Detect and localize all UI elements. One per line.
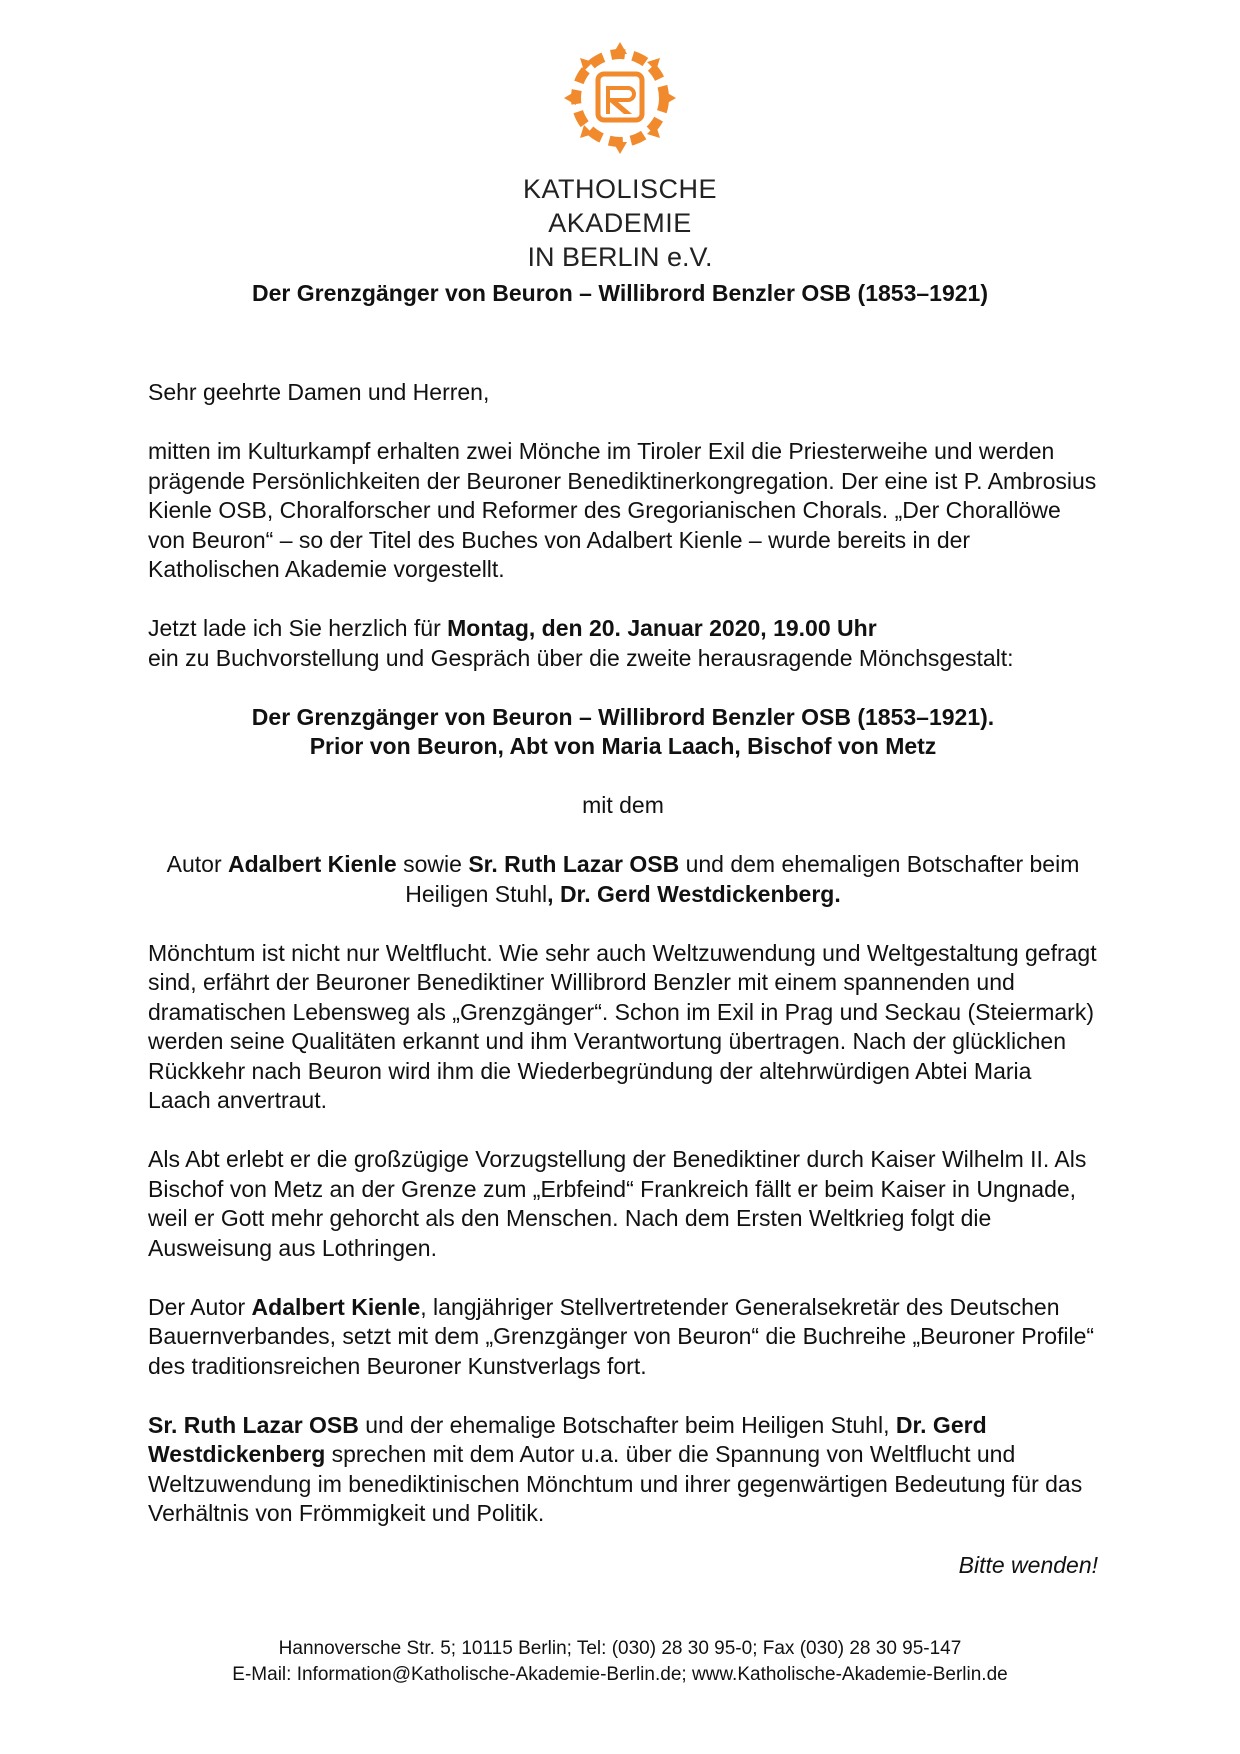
turn-over-note: Bitte wenden!	[958, 1551, 1098, 1578]
p5-post: sprechen mit dem Autor u.a. über die Spannung von Weltflucht und Weltzuwendung im benediktinischen Mönchtum und ihrer gegenwärtigen Bedeutung für das Verhältnis von Frömmigkeit und Politik.	[148, 1441, 1083, 1526]
letter-body	[148, 378, 1098, 1610]
logo-emblem-icon	[560, 38, 680, 158]
p5-sister: Sr. Ruth Lazar OSB	[148, 1411, 359, 1438]
salutation: Sehr geehrte Damen und Herren,	[148, 379, 490, 405]
book-title	[148, 703, 1098, 762]
org-name: KATHOLISCHE AKADEMIE	[522, 174, 718, 238]
event-date: Montag, den 20. Januar 2020, 19.00 Uhr	[447, 615, 877, 641]
invitation-pre: Jetzt lade ich Sie herzlich für	[148, 615, 448, 641]
p4-pre: Der Autor	[148, 1293, 252, 1320]
p4-author: Adalbert Kienle	[251, 1293, 421, 1320]
org-subname: IN BERLIN e.V.	[527, 242, 713, 272]
guests	[148, 850, 1098, 909]
with-label: mit dem	[582, 792, 664, 818]
guest-sister: Sr. Ruth Lazar OSB	[468, 851, 680, 877]
academy-logo	[470, 38, 770, 274]
p5-ambassador: Dr. Gerd Westdickenberg	[148, 1411, 987, 1467]
guests-mid1: sowie	[396, 851, 469, 877]
book-title-line1: Der Grenzgänger von Beuron – Willibrord Benzler OSB (1853–1921).	[251, 703, 995, 730]
paragraph-3: Als Abt erlebt er die großzügige Vorzugstellung der Benediktiner durch Kaiser Wilhelm II. Als Bischof von Metz an der Grenze zum „Erbfeind“ Frankreich fällt er beim Kaiser in Ungnade, weil er Gott mehr gehorcht als den Menschen. Nach dem Ersten Weltkrieg folgt die Ausweisung aus Lothringen.	[148, 1146, 1087, 1261]
guest-author: Adalbert Kienle	[228, 851, 397, 877]
footer	[0, 1636, 1240, 1688]
paragraph-2: Mönchtum ist nicht nur Weltflucht. Wie sehr auch Weltzuwendung und Weltgestaltung gefragt sind, erfährt der Beuroner Benediktiner Willibrord Benzler mit einem spannenden und dramatischen Lebensweg als „Grenzgänger“. Schon im Exil in Prag und Seckau (Steiermark) werden seine Qualitäten erkannt und ihm Verantwortung übertragen. Nach der glücklichen Rückkehr nach Beuron wird ihm die Wiederbegründung der altehrwürdigen Abtei Maria Laach anvertraut.	[148, 939, 1097, 1113]
paragraph-4	[148, 1293, 1098, 1382]
guest-ambassador: , Dr. Gerd Westdickenberg.	[547, 880, 841, 907]
page-title: Der Grenzgänger von Beuron – Willibrord Benzler OSB (1853–1921)	[252, 280, 988, 306]
footer-contact: E-Mail: Information@Katholische-Akademie-Berlin.de; www.Katholische-Akademie-Berlin.de	[232, 1664, 1008, 1685]
guests-pre: Autor	[166, 851, 228, 877]
paragraph-5	[148, 1411, 1098, 1529]
p5-mid: und der ehemalige Botschafter beim Heiligen Stuhl,	[358, 1411, 896, 1438]
invitation-post: ein zu Buchvorstellung und Gespräch über die zweite herausragende Mönchsgestalt:	[148, 644, 1014, 671]
footer-address: Hannoversche Str. 5; 10115 Berlin; Tel: (030) 28 30 95-0; Fax (030) 28 30 95-147	[278, 1638, 962, 1659]
guests-mid2: und dem ehemaligen Botschafter beim Heiligen Stuhl	[405, 851, 1080, 907]
p4-post: , langjähriger Stellvertretender Generalsekretär des Deutschen Bauernverbandes, setzt mit dem „Grenzgänger von Beuron“ die Buchreihe „Beuroner Profile“ des traditionsreichen Beuroner Kunstverlags fort.	[148, 1293, 1095, 1379]
paragraph-1: mitten im Kulturkampf erhalten zwei Mönche im Tiroler Exil die Priesterweihe und werden prägende Persönlichkeiten der Beuroner Benediktinerkongregation. Der eine ist P. Ambrosius Kienle OSB, Choralforscher und Reformer des Gregorianischen Chorals. „Der Chorallöwe von Beuron“ – so der Titel des Buches von Adalbert Kienle – wurde bereits in der Katholischen Akademie vorgestellt.	[148, 438, 1097, 582]
book-title-line2: Prior von Beuron, Abt von Maria Laach, Bischof von Metz	[309, 733, 937, 759]
invitation	[148, 614, 1098, 673]
